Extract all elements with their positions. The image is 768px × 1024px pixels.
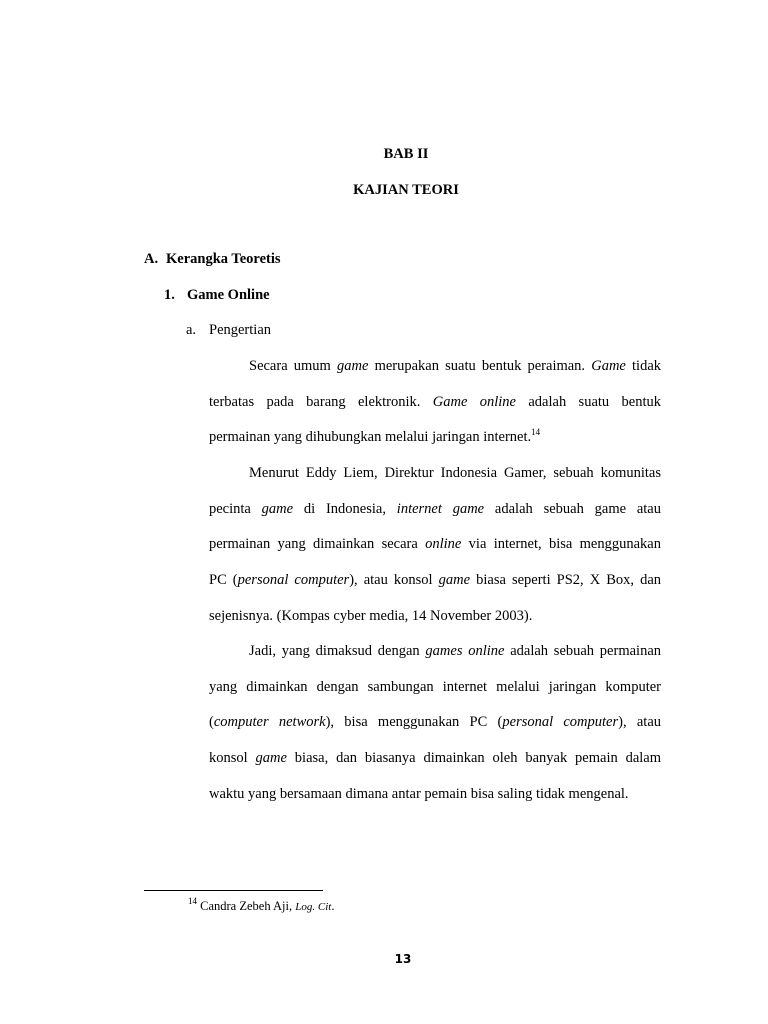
footnote-reference: 14 <box>531 427 541 438</box>
paragraph-1: Secara umum game merupakan suatu bentuk peraiman. Game tidak terbatas pada barang elektronik. Game online adalah suatu bentuk permainan yang dihubungkan melalui jaringan internet.$^{14}$ <box>209 358 661 446</box>
subsection-heading <box>164 287 270 304</box>
subsubsection-marker: a. <box>186 322 197 338</box>
footnote-end: . <box>331 899 335 913</box>
page-number: 13 <box>394 952 412 966</box>
section-marker: A. <box>144 251 159 267</box>
footnote-number: 14 <box>188 896 197 906</box>
subsubsection-title: Pengertian <box>209 322 272 338</box>
chapter-label: BAB II <box>383 146 429 162</box>
footnote-separator <box>144 890 323 891</box>
section-heading <box>144 251 281 268</box>
section-title: Kerangka Teoretis <box>166 251 281 267</box>
footnote <box>188 896 335 914</box>
paragraph-3: Jadi, yang dimaksud dengan games online adalah sebuah permainan yang dimainkan dengan sambungan internet melalui jaringan komputer (computer network), bisa menggunakan PC (personal computer), atau konsol game biasa, dan biasanya dimainkan oleh banyak pemain dalam waktu yang bersamaan dimana antar pemain bisa saling tidak mengenal. <box>209 643 662 802</box>
footnote-citation: Log. Cit <box>295 901 332 913</box>
subsection-marker: 1. <box>164 287 175 303</box>
chapter-title: KAJIAN TEORI <box>353 182 459 198</box>
footnote-text: Candra Zebeh Aji, <box>200 899 296 913</box>
subsection-title: Game Online <box>187 287 270 303</box>
paragraph-2: Menurut Eddy Liem, Direktur Indonesia Gamer, sebuah komunitas pecinta game di Indonesia, internet game adalah sebuah game atau permainan yang dimainkan secara online via internet, bisa menggunakan PC (personal computer), atau konsol game biasa seperti PS2, X Box, dan sejenisnya. (Kompas cyber media, 14 November 2003). <box>209 465 662 624</box>
subsubsection-heading <box>186 322 271 339</box>
